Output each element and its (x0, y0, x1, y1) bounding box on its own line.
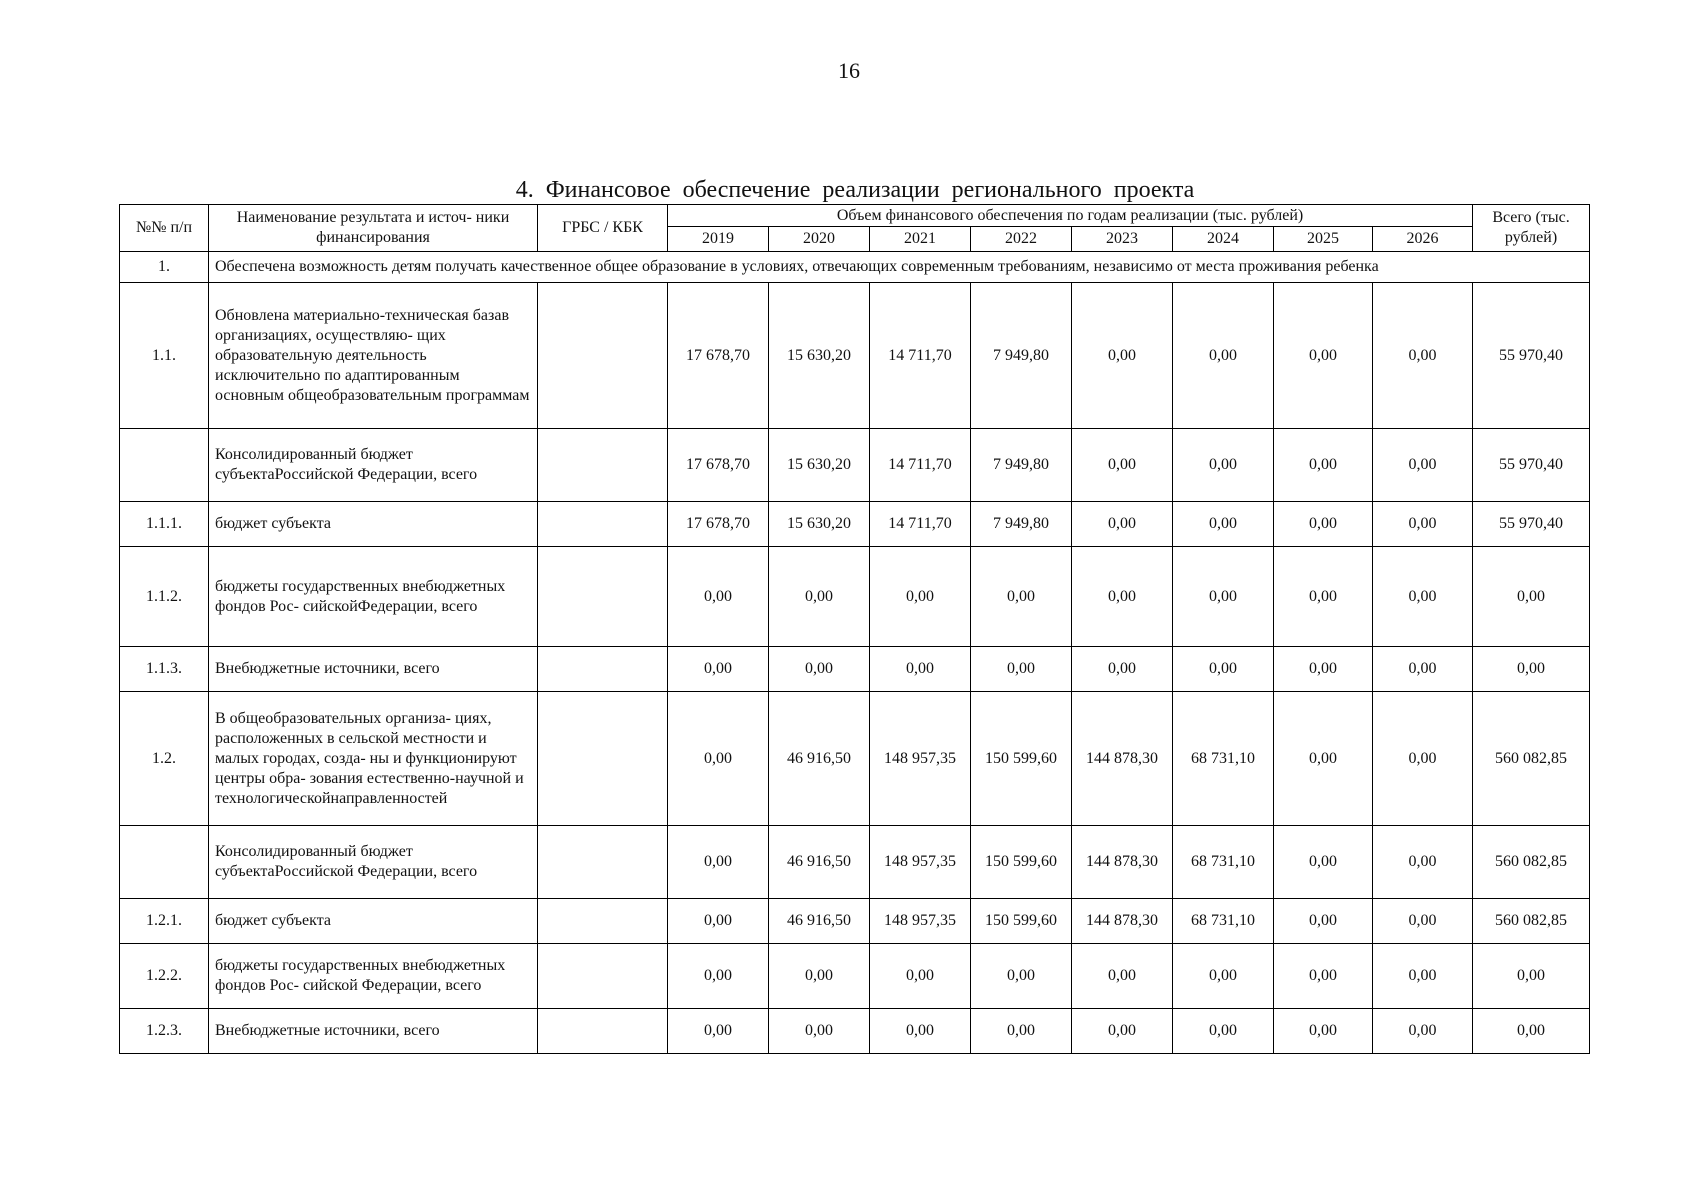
row-value: 0,00 (1274, 944, 1373, 1009)
row-grbs (538, 647, 668, 692)
row-value: 0,00 (769, 547, 870, 647)
row-value: 0,00 (668, 692, 769, 826)
row-value: 0,00 (1373, 429, 1473, 502)
row-total: 0,00 (1473, 944, 1590, 1009)
row-name: Внебюджетные источники, всего (209, 647, 538, 692)
page-number: 16 (838, 58, 860, 83)
row-grbs (538, 502, 668, 547)
row-num (120, 429, 209, 502)
row-value: 144 878,30 (1072, 692, 1173, 826)
row-total: 560 082,85 (1473, 899, 1590, 944)
row-value: 0,00 (1173, 547, 1274, 647)
row-value: 0,00 (971, 944, 1072, 1009)
row-value: 17 678,70 (668, 502, 769, 547)
row-value: 0,00 (1173, 429, 1274, 502)
row-name: бюджеты государственных внебюджетных фондов Рос- сийскойФедерации, всего (209, 547, 538, 647)
year-header: 2024 (1173, 227, 1274, 252)
row-grbs (538, 826, 668, 899)
row-value: 15 630,20 (769, 429, 870, 502)
row-name: Консолидированный бюджет субъектаРоссийской Федерации, всего (209, 826, 538, 899)
row-value: 0,00 (971, 547, 1072, 647)
row-value: 0,00 (769, 647, 870, 692)
section-text: Обеспечена возможность детям получать качественное общее образование в условиях, отвечающих современным требованиям, независимо от места проживания ребенка (209, 252, 1590, 283)
row-value: 0,00 (1072, 283, 1173, 429)
row-value: 0,00 (1072, 944, 1173, 1009)
row-grbs (538, 1009, 668, 1054)
row-value: 15 630,20 (769, 283, 870, 429)
row-grbs (538, 547, 668, 647)
row-value: 0,00 (1274, 502, 1373, 547)
header-volume: Объем финансового обеспечения по годам реализации (тыс. рублей) (668, 205, 1473, 227)
table-row (120, 692, 1590, 826)
row-value: 148 957,35 (870, 692, 971, 826)
row-value: 17 678,70 (668, 283, 769, 429)
table-row (120, 429, 1590, 502)
table-row (120, 502, 1590, 547)
row-value: 0,00 (971, 647, 1072, 692)
row-value: 46 916,50 (769, 899, 870, 944)
year-header: 2019 (668, 227, 769, 252)
row-num: 1.1.2. (120, 547, 209, 647)
row-total: 560 082,85 (1473, 826, 1590, 899)
row-name: бюджеты государственных внебюджетных фондов Рос- сийской Федерации, всего (209, 944, 538, 1009)
row-value: 0,00 (1274, 647, 1373, 692)
row-total: 55 970,40 (1473, 502, 1590, 547)
row-value: 14 711,70 (870, 502, 971, 547)
row-name: бюджет субъекта (209, 502, 538, 547)
row-value: 7 949,80 (971, 283, 1072, 429)
row-grbs (538, 283, 668, 429)
row-value: 144 878,30 (1072, 826, 1173, 899)
row-value: 0,00 (1373, 692, 1473, 826)
row-value: 0,00 (1072, 429, 1173, 502)
row-value: 0,00 (1274, 547, 1373, 647)
row-value: 68 731,10 (1173, 899, 1274, 944)
row-value: 0,00 (1373, 944, 1473, 1009)
row-value: 0,00 (1373, 1009, 1473, 1054)
row-name: бюджет субъекта (209, 899, 538, 944)
row-total: 55 970,40 (1473, 283, 1590, 429)
table-row (120, 283, 1590, 429)
row-value: 0,00 (1274, 692, 1373, 826)
year-header: 2023 (1072, 227, 1173, 252)
table-row (120, 944, 1590, 1009)
row-value: 68 731,10 (1173, 692, 1274, 826)
row-value: 14 711,70 (870, 283, 971, 429)
header-row (120, 205, 1590, 227)
row-value: 0,00 (1274, 899, 1373, 944)
row-num: 1.1. (120, 283, 209, 429)
row-value: 46 916,50 (769, 692, 870, 826)
row-value: 0,00 (1373, 502, 1473, 547)
row-value: 150 599,60 (971, 826, 1072, 899)
row-value: 0,00 (1173, 283, 1274, 429)
row-value: 0,00 (1274, 429, 1373, 502)
row-num: 1.1.1. (120, 502, 209, 547)
row-name: Внебюджетные источники, всего (209, 1009, 538, 1054)
year-header: 2022 (971, 227, 1072, 252)
row-value: 17 678,70 (668, 429, 769, 502)
row-name: В общеобразовательных организа- циях, расположенных в сельской местности и малых городах, созда- ны и функционируют центры обра- зования естественно-научной и технологическойнаправленностей (209, 692, 538, 826)
row-value: 7 949,80 (971, 502, 1072, 547)
row-value: 0,00 (1373, 647, 1473, 692)
row-value: 0,00 (1274, 283, 1373, 429)
row-value: 0,00 (870, 647, 971, 692)
row-value: 0,00 (1274, 826, 1373, 899)
year-header: 2020 (769, 227, 870, 252)
row-total: 0,00 (1473, 1009, 1590, 1054)
row-num: 1.1.3. (120, 647, 209, 692)
row-value: 0,00 (1173, 1009, 1274, 1054)
row-value: 0,00 (870, 1009, 971, 1054)
financing-table (119, 204, 1590, 1054)
header-total: Всего (тыс. рублей) (1473, 205, 1590, 252)
row-num: 1.2.1. (120, 899, 209, 944)
row-value: 7 949,80 (971, 429, 1072, 502)
row-value: 0,00 (668, 944, 769, 1009)
section-num: 1. (120, 252, 209, 283)
row-value: 0,00 (668, 547, 769, 647)
row-value: 150 599,60 (971, 692, 1072, 826)
header-name: Наименование результата и источ- ники финансирования (209, 205, 538, 252)
row-value: 0,00 (1373, 547, 1473, 647)
section-row (120, 252, 1590, 283)
row-value: 68 731,10 (1173, 826, 1274, 899)
row-value: 46 916,50 (769, 826, 870, 899)
row-grbs (538, 429, 668, 502)
row-value: 0,00 (668, 647, 769, 692)
row-value: 0,00 (1373, 283, 1473, 429)
table-row (120, 899, 1590, 944)
row-value: 0,00 (1274, 1009, 1373, 1054)
year-header: 2021 (870, 227, 971, 252)
table-row (120, 1009, 1590, 1054)
row-grbs (538, 692, 668, 826)
row-value: 0,00 (870, 944, 971, 1009)
row-value: 0,00 (1173, 502, 1274, 547)
row-value: 150 599,60 (971, 899, 1072, 944)
row-num: 1.2. (120, 692, 209, 826)
row-total: 560 082,85 (1473, 692, 1590, 826)
row-value: 0,00 (1072, 547, 1173, 647)
row-num: 1.2.2. (120, 944, 209, 1009)
row-total: 55 970,40 (1473, 429, 1590, 502)
row-value: 0,00 (668, 1009, 769, 1054)
row-value: 0,00 (668, 826, 769, 899)
row-grbs (538, 944, 668, 1009)
row-value: 0,00 (1072, 647, 1173, 692)
row-value: 0,00 (769, 1009, 870, 1054)
row-value: 14 711,70 (870, 429, 971, 502)
row-value: 148 957,35 (870, 899, 971, 944)
row-value: 148 957,35 (870, 826, 971, 899)
row-value: 0,00 (971, 1009, 1072, 1054)
table-row (120, 826, 1590, 899)
row-value: 144 878,30 (1072, 899, 1173, 944)
document-title: 4. Финансовое обеспечение реализации регионального проекта (515, 177, 1195, 203)
row-name: Консолидированный бюджет субъектаРоссийской Федерации, всего (209, 429, 538, 502)
row-value: 0,00 (769, 944, 870, 1009)
table-row (120, 647, 1590, 692)
row-value: 0,00 (1072, 502, 1173, 547)
row-num: 1.2.3. (120, 1009, 209, 1054)
table-row (120, 547, 1590, 647)
row-value: 0,00 (1072, 1009, 1173, 1054)
row-total: 0,00 (1473, 547, 1590, 647)
year-header: 2025 (1274, 227, 1373, 252)
row-value: 0,00 (1373, 826, 1473, 899)
row-value: 0,00 (1173, 944, 1274, 1009)
row-value: 0,00 (1373, 899, 1473, 944)
row-value: 0,00 (668, 899, 769, 944)
header-num: №№ п/п (120, 205, 209, 252)
row-value: 15 630,20 (769, 502, 870, 547)
row-total: 0,00 (1473, 647, 1590, 692)
row-value: 0,00 (1173, 647, 1274, 692)
row-name: Обновлена материально-техническая базав организациях, осуществляю- щих образовательную деятельность исключительно по адаптированным основным общеобразовательным программам (209, 283, 538, 429)
row-num (120, 826, 209, 899)
row-grbs (538, 899, 668, 944)
row-value: 0,00 (870, 547, 971, 647)
year-header: 2026 (1373, 227, 1473, 252)
header-grbs: ГРБС / КБК (538, 205, 668, 252)
